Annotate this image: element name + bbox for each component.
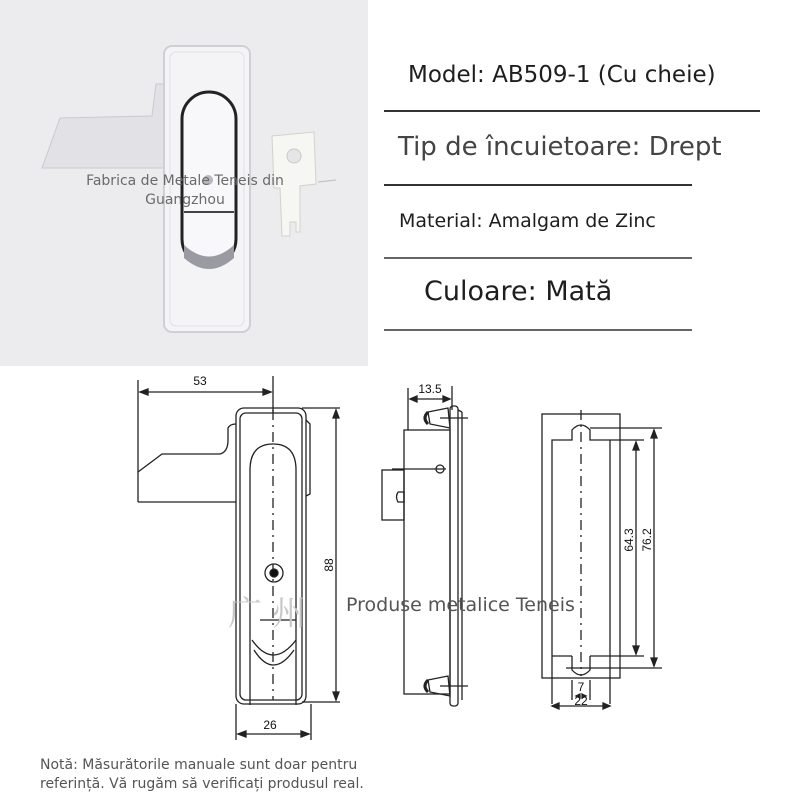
photo-watermark-line2: Guangzhou [145,192,225,208]
dim-13-5: 13.5 [418,382,442,396]
spec-divider [384,329,692,331]
front-view [138,374,340,740]
spec-divider [384,110,760,112]
dim-22: 22 [574,694,588,708]
dim-7: 7 [577,680,585,694]
photo-watermark [40,172,330,210]
drawing-watermark-cn: 广州 [228,594,316,634]
dim-88: 88 [322,558,336,572]
side-view [382,382,468,706]
spec-lock-type: Tip de încuietoare: Drept [398,132,722,162]
photo-watermark-line1: Fabrica de Metale Teneis din [86,173,284,189]
dim-76-2: 76.2 [640,528,654,552]
back-view [542,410,662,709]
dim-64-3: 64.3 [622,528,636,552]
spec-list [382,0,800,366]
spec-material: Material: Amalgam de Zinc [399,210,656,232]
product-photo [0,0,368,366]
dim-26: 26 [263,718,277,732]
spec-color: Culoare: Mată [424,276,613,307]
disclaimer-note: Notă: Măsurătorile manuale sunt doar pentru referință. Vă rugăm să verificați produsul real. [40,757,364,792]
spec-divider [384,257,692,259]
spec-model: Model: AB509-1 (Cu cheie) [408,62,716,88]
dimension-drawing [0,366,800,800]
dim-53: 53 [193,374,207,388]
drawing-watermark: Produse metalice Teneis [346,594,575,616]
technical-drawing [0,366,800,800]
spec-divider [384,184,692,186]
